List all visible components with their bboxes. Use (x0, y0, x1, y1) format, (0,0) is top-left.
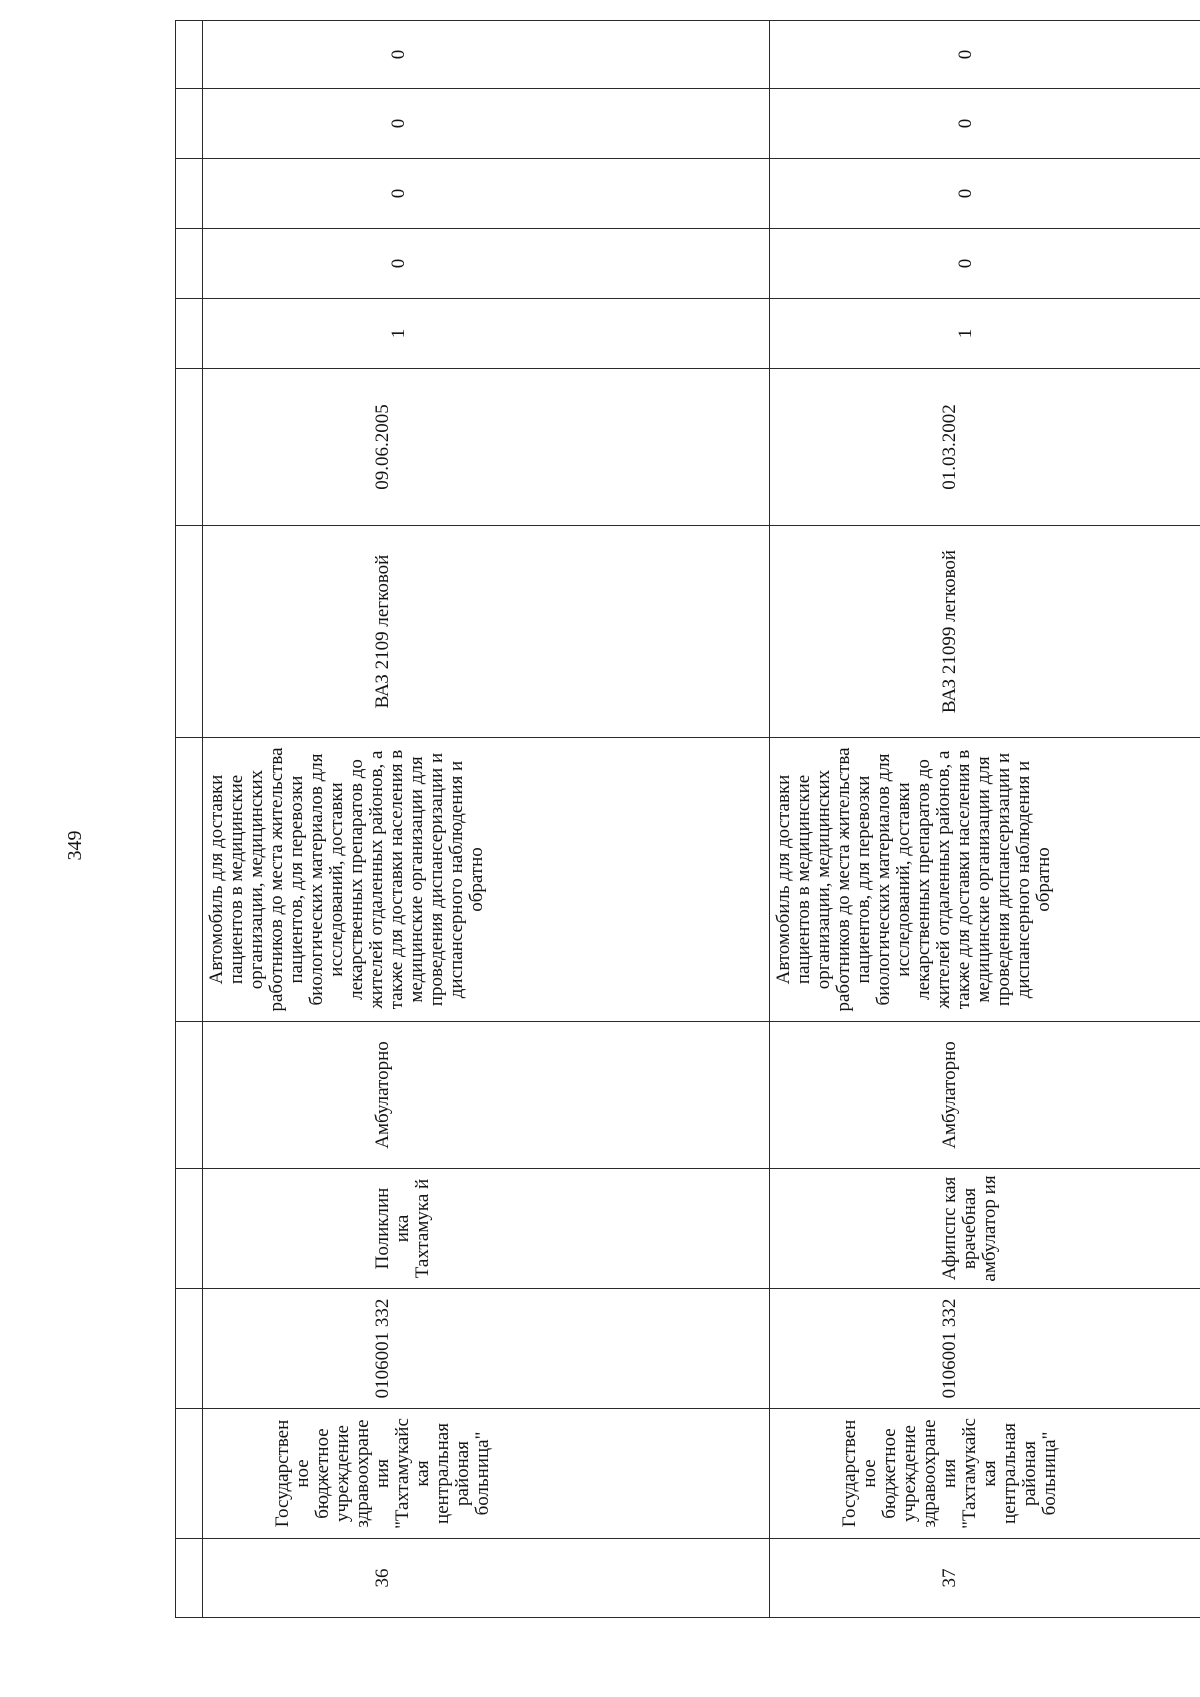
value-cell: 1 (770, 299, 1200, 369)
header-cell (176, 1169, 203, 1289)
row-number: 36 (203, 1539, 770, 1618)
vehicle-purpose: Автомобиль для доставки пациентов в медицинские организации, медицинских работников до места жительства пациентов, для перевозки биологических материалов для исследований, доставки лекарственных препаратов до жителей отдаленных районов, а также для доставки населения в медицинские организации для проведения диспансеризации и диспансерного наблюдения и обратно (770, 738, 1200, 1022)
care-mode: Амбулаторно (770, 1022, 1200, 1169)
row-number: 37 (770, 1539, 1200, 1618)
vehicle-table (175, 20, 1200, 1618)
table-row (770, 21, 1200, 1618)
header-cell (176, 1539, 203, 1618)
registration-date: 09.06.2005 (203, 369, 770, 526)
value-cell: 0 (770, 21, 1200, 89)
organization-code: 0106001 332 (770, 1289, 1200, 1409)
header-cell (176, 1289, 203, 1409)
header-cell (176, 369, 203, 526)
value-cell: 1 (203, 299, 770, 369)
header-cell (176, 526, 203, 738)
value-cell: 0 (770, 89, 1200, 159)
vehicle-model: ВАЗ 21099 легковой (770, 526, 1200, 738)
vehicle-model: ВАЗ 2109 легковой (203, 526, 770, 738)
value-cell: 0 (203, 21, 770, 89)
medical-unit: Поликлин ика Тахтамука й (203, 1169, 770, 1289)
header-cell (176, 159, 203, 229)
organization-name: Государствен ное бюджетное учреждение здравоохране ния "Тахтамукайс кая центральная районая больница" (770, 1409, 1200, 1539)
care-mode: Амбулаторно (203, 1022, 770, 1169)
rotated-table-wrapper (175, 49, 1060, 1618)
header-cell (176, 1409, 203, 1539)
header-cell (176, 738, 203, 1022)
page-number: 349 (64, 830, 86, 861)
organization-code: 0106001 332 (203, 1289, 770, 1409)
value-cell: 0 (203, 229, 770, 299)
value-cell: 0 (203, 159, 770, 229)
organization-name: Государствен ное бюджетное учреждение здравоохране ния "Тахтамукайс кая центральная районая больница" (203, 1409, 770, 1539)
header-cell (176, 1022, 203, 1169)
header-cell (176, 21, 203, 89)
vehicle-purpose: Автомобиль для доставки пациентов в медицинские организации, медицинских работников до места жительства пациентов, для перевозки биологических материалов для исследований, доставки лекарственных препаратов до жителей отдаленных районов, а также для доставки населения в медицинские организации для проведения диспансеризации и диспансерного наблюдения и обратно (203, 738, 770, 1022)
header-cell (176, 299, 203, 369)
registration-date: 01.03.2002 (770, 369, 1200, 526)
value-cell: 0 (770, 229, 1200, 299)
value-cell: 0 (203, 89, 770, 159)
value-cell: 0 (770, 159, 1200, 229)
table-header-row (176, 21, 203, 1618)
header-cell (176, 229, 203, 299)
header-cell (176, 89, 203, 159)
table-row (203, 21, 770, 1618)
medical-unit: Афипспс кая врачебная амбулатор ия (770, 1169, 1200, 1289)
